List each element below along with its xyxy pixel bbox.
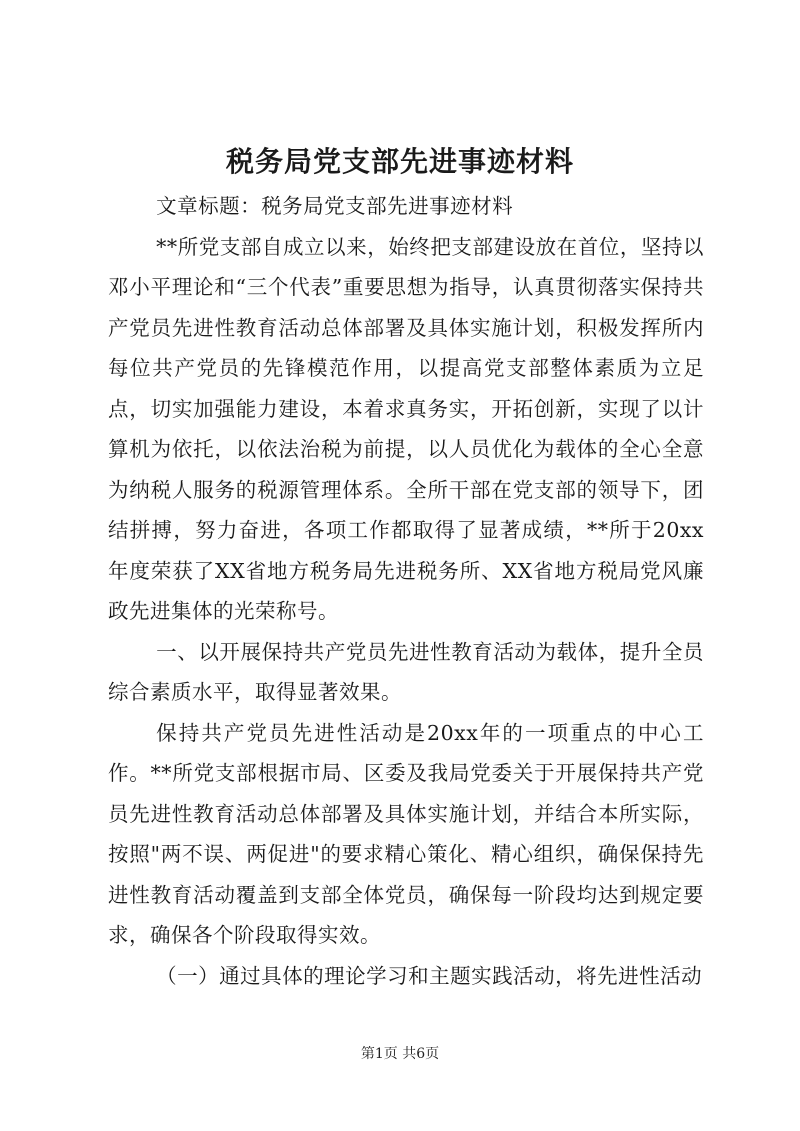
paragraph-subsection-1-heading: （一）通过具体的理论学习和主题实践活动，将先进性活动 xyxy=(156,963,703,988)
page-footer: 第1页 共6页 xyxy=(360,1046,440,1062)
paragraph-article-title: 文章标题：税务局党支部先进事迹材料 xyxy=(156,194,514,218)
document-title: 税务局党支部先进事迹材料 xyxy=(225,145,574,178)
paragraph-intro: **所党支部自成立以来，始终把支部建设放在首位，坚持以邓小平理论和“三个代表”重要思想为指导，认真贯彻落实保持共产党员先进性教育活动总体部署及具体实施计划，积极发挥所内每位共产党员的先锋模范作用，以提高党支部整体素质为立足点，切实加强能力建设，本着求真务实，开拓创新，实现了以计算机为依托，以依法治税为前提，以人员优化为载体的全心全意为纳税人服务的税源管理体系。全所干部在党支部的领导下，团结拼搏，努力奋进，各项工作都取得了显著成绩，**所于20xx年度荣获了XX省地方税务局先进税务所、XX省地方税局党风廉政先进集体的光荣称号。 xyxy=(108,234,704,623)
paragraph-section-1-body: 保持共产党员先进性活动是20xx年的一项重点的中心工作。**所党支部根据市局、区委及我局党委关于开展保持共产党员先进性教育活动总体部署及具体实施计划，并结合本所实际，按照"两不误、两促进"的要求精心策化、精心组织，确保保持先进性教育活动覆盖到支部全体党员，确保每一阶段均达到规定要求，确保各个阶段取得实效。 xyxy=(108,720,704,947)
document-body xyxy=(108,186,704,996)
paragraph-section-1-heading: 一、以开展保持共产党员先进性教育活动为载体，提升全员综合素质水平，取得显著效果。 xyxy=(108,639,704,704)
